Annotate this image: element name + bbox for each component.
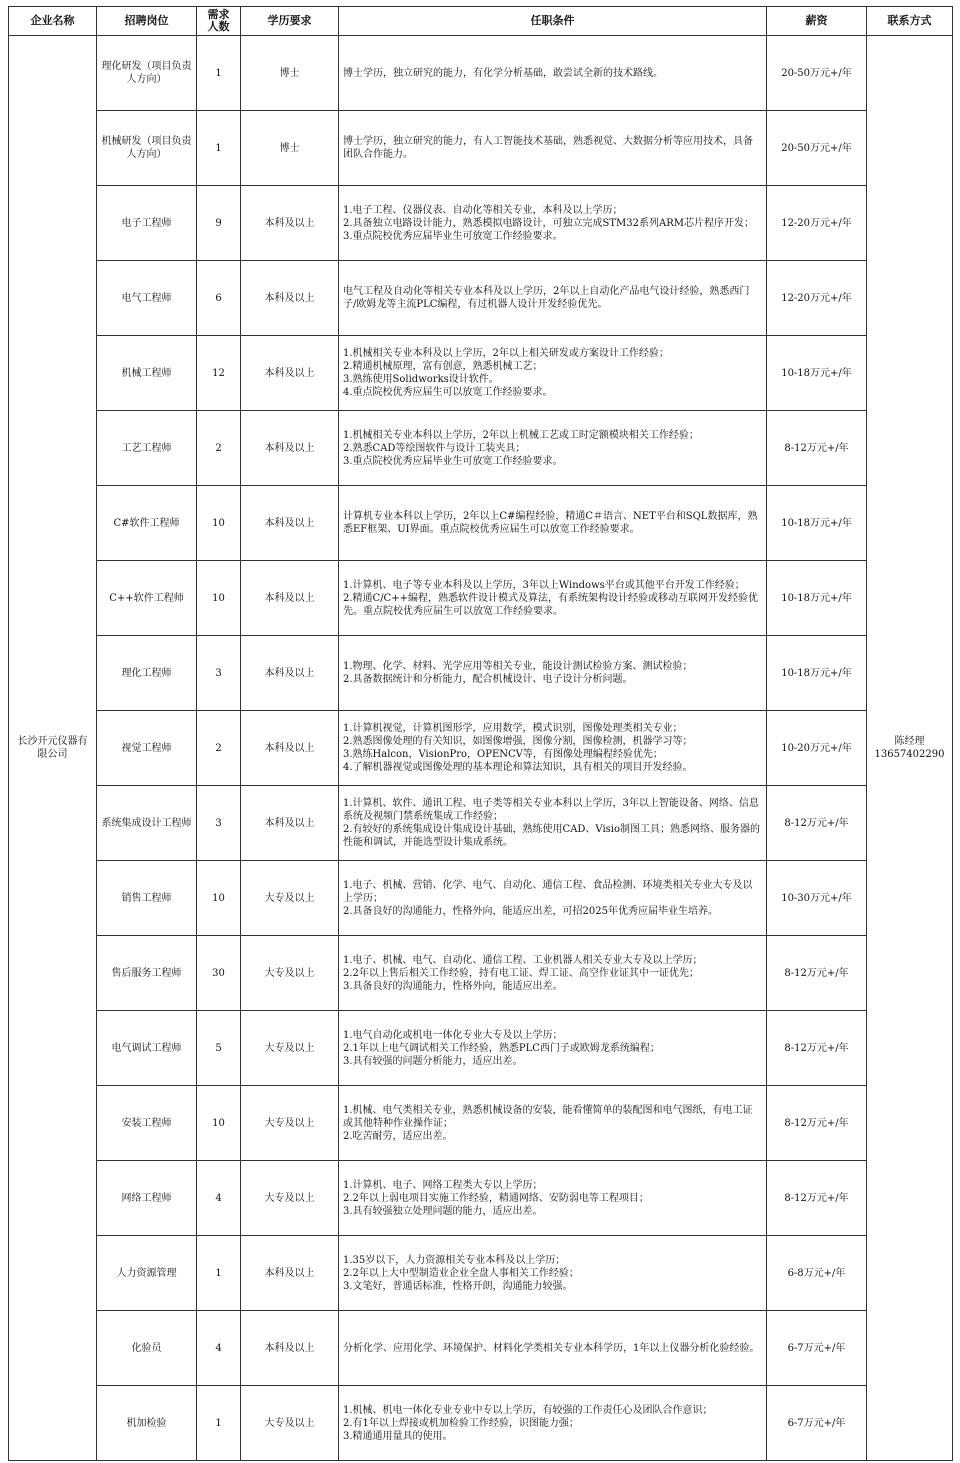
count-cell: 1 bbox=[197, 111, 241, 186]
salary-cell: 8-12万元+/年 bbox=[767, 1161, 867, 1236]
requirement-line: 4.了解机器视觉或图像处理的基本理论和算法知识，具有相关的项目开发经验。 bbox=[343, 762, 693, 773]
requirement-line: 2.吃苦耐劳，适应出差。 bbox=[343, 1130, 453, 1142]
salary-cell: 6-8万元+/年 bbox=[767, 1236, 867, 1311]
table-row bbox=[9, 486, 953, 561]
header-position: 招聘岗位 bbox=[97, 7, 197, 36]
table-row bbox=[9, 186, 953, 261]
education-cell: 本科及以上 bbox=[241, 411, 339, 486]
position-cell: 机械研发（项目负责人方向） bbox=[97, 111, 197, 186]
position-cell: 系统集成设计工程师 bbox=[97, 786, 197, 861]
education-cell: 本科及以上 bbox=[241, 336, 339, 411]
position-cell: 售后服务工程师 bbox=[97, 936, 197, 1011]
requirement-line: 3.具有较强的问题分析能力，适应出差。 bbox=[343, 1055, 523, 1067]
education-cell: 本科及以上 bbox=[241, 786, 339, 861]
requirement-line: 3.具备良好的沟通能力，性格外向，能适应出差。 bbox=[343, 980, 563, 992]
position-cell: 人力资源管理 bbox=[97, 1236, 197, 1311]
header-row bbox=[9, 7, 953, 36]
education-cell: 本科及以上 bbox=[241, 711, 339, 786]
requirement-line: 3.重点院校优秀应届毕业生可放宽工作经验要求。 bbox=[343, 230, 563, 242]
requirements-cell bbox=[339, 711, 767, 786]
requirement-line: 1.机械相关专业本科以上学历，2年以上机械工艺或工时定额模块相关工作经验； bbox=[343, 429, 699, 441]
salary-cell: 8-12万元+/年 bbox=[767, 786, 867, 861]
count-cell: 10 bbox=[197, 561, 241, 636]
education-cell: 本科及以上 bbox=[241, 1311, 339, 1386]
education-cell: 博士 bbox=[241, 111, 339, 186]
requirements-cell bbox=[339, 861, 767, 936]
salary-cell: 12-20万元+/年 bbox=[767, 261, 867, 336]
education-cell: 博士 bbox=[241, 36, 339, 111]
salary-cell: 20-50万元+/年 bbox=[767, 36, 867, 111]
requirement-line: 2.2年以上弱电项目实施工作经验，精通网络、安防弱电等工程项目； bbox=[343, 1192, 649, 1204]
count-cell: 5 bbox=[197, 1011, 241, 1086]
salary-cell: 10-18万元+/年 bbox=[767, 486, 867, 561]
requirement-line: 3.精通通用量具的使用。 bbox=[343, 1430, 453, 1442]
requirement-line: 1.机械相关专业本科及以上学历，2年以上相关研发或方案设计工作经验； bbox=[343, 348, 669, 359]
count-cell: 12 bbox=[197, 336, 241, 411]
requirement-line: 2.1年以上电气调试相关工作经验，熟悉PLC西门子或欧姆龙系统编程； bbox=[343, 1042, 660, 1054]
requirement-line: 2.具备独立电路设计能力，熟悉模拟电路设计，可独立完成STM32系列ARM芯片程序开发； bbox=[343, 217, 755, 229]
header-salary: 薪资 bbox=[767, 7, 867, 36]
table-row bbox=[9, 1086, 953, 1161]
table-row bbox=[9, 261, 953, 336]
education-cell: 本科及以上 bbox=[241, 186, 339, 261]
job-table bbox=[8, 6, 953, 1461]
requirement-line: 2.有较好的系统集成设计集成设计基础，熟练使用CAD、Visio制图工具；熟悉网络、服务器的性能和调试，并能选型设计集成系统。 bbox=[343, 824, 761, 848]
requirements-cell bbox=[339, 1086, 767, 1161]
salary-cell: 10-18万元+/年 bbox=[767, 336, 867, 411]
salary-cell: 10-18万元+/年 bbox=[767, 561, 867, 636]
table-row bbox=[9, 936, 953, 1011]
education-cell: 本科及以上 bbox=[241, 561, 339, 636]
requirement-line: 1.电子、机械、营销、化学、电气、自动化、通信工程、食品检测、环境类相关专业大专及以上学历； bbox=[343, 879, 753, 904]
requirements-cell bbox=[339, 261, 767, 336]
count-cell: 1 bbox=[197, 1386, 241, 1461]
salary-cell: 6-7万元+/年 bbox=[767, 1386, 867, 1461]
table-row bbox=[9, 36, 953, 111]
requirements-cell bbox=[339, 411, 767, 486]
requirement-line: 1.电子工程、仪器仪表、自动化等相关专业，本科及以上学历； bbox=[343, 204, 623, 216]
requirement-line: 1.计算机、电子等专业本科及以上学历，3年以上Windows平台或其他平台开发工作经验； bbox=[343, 579, 745, 591]
header-company: 企业名称 bbox=[9, 7, 97, 36]
requirement-line: 1.电气自动化或机电一体化专业大专及以上学历； bbox=[343, 1029, 563, 1041]
salary-cell: 8-12万元+/年 bbox=[767, 411, 867, 486]
count-cell: 4 bbox=[197, 1161, 241, 1236]
position-cell: 理化工程师 bbox=[97, 636, 197, 711]
count-cell: 4 bbox=[197, 1311, 241, 1386]
table-row bbox=[9, 1011, 953, 1086]
position-cell: 视觉工程师 bbox=[97, 711, 197, 786]
education-cell: 本科及以上 bbox=[241, 1236, 339, 1311]
salary-cell: 10-30万元+/年 bbox=[767, 861, 867, 936]
requirement-line: 1.电子、机械、电气、自动化、通信工程、工业机器人相关专业大专及以上学历； bbox=[343, 954, 703, 966]
table-row bbox=[9, 336, 953, 411]
position-cell: 机加检验 bbox=[97, 1386, 197, 1461]
requirement-line: 2.具备数据统计和分析能力，配合机械设计、电子设计分析问题。 bbox=[343, 674, 633, 685]
salary-cell: 10-18万元+/年 bbox=[767, 636, 867, 711]
requirements-cell bbox=[339, 1011, 767, 1086]
requirement-line: 3.具有较强独立处理问题的能力，适应出差。 bbox=[343, 1205, 543, 1217]
education-cell: 本科及以上 bbox=[241, 261, 339, 336]
requirements-cell bbox=[339, 486, 767, 561]
table-row bbox=[9, 1386, 953, 1461]
education-cell: 本科及以上 bbox=[241, 636, 339, 711]
count-cell: 10 bbox=[197, 861, 241, 936]
count-cell: 9 bbox=[197, 186, 241, 261]
education-cell: 大专及以上 bbox=[241, 936, 339, 1011]
requirement-line: 电气工程及自动化等相关专业本科及以上学历，2年以上自动化产品电气设计经验，熟悉西门子/欧姆龙等主流PLC编程，有过机器人设计开发经验优先。 bbox=[343, 286, 750, 310]
header-count-line2: 人数 bbox=[207, 20, 230, 33]
requirements-cell bbox=[339, 1236, 767, 1311]
requirement-line: 博士学历，独立研究的能力，有化学分析基础，敢尝试全新的技术路线。 bbox=[343, 67, 663, 79]
requirement-line: 1.计算机、软件、通讯工程、电子类等相关专业本科以上学历，3年以上智能设备、网络、信息系统及视频门禁系统集成工作经验； bbox=[343, 798, 759, 822]
position-cell: 网络工程师 bbox=[97, 1161, 197, 1236]
requirements-cell bbox=[339, 1161, 767, 1236]
education-cell: 大专及以上 bbox=[241, 1011, 339, 1086]
contact-name: 陈经理 bbox=[894, 736, 925, 747]
requirement-line: 博士学历，独立研究的能力，有人工智能技术基础，熟悉视觉、大数据分析等应用技术，具备团队合作能力。 bbox=[343, 136, 753, 160]
education-cell: 大专及以上 bbox=[241, 1161, 339, 1236]
salary-cell: 6-7万元+/年 bbox=[767, 1311, 867, 1386]
requirement-line: 2.有1年以上焊接或机加检验工作经验，识图能力强； bbox=[343, 1417, 579, 1429]
requirements-cell bbox=[339, 1386, 767, 1461]
requirement-line: 2.熟悉CAD等绘图软件与设计工装夹具； bbox=[343, 442, 526, 454]
table-row bbox=[9, 561, 953, 636]
company-name: 长沙开元仪器有限公司 bbox=[9, 36, 97, 1461]
position-cell: 机械工程师 bbox=[97, 336, 197, 411]
requirement-line: 3.重点院校优秀应届毕业生可放宽工作经验要求。 bbox=[343, 455, 563, 467]
education-cell: 大专及以上 bbox=[241, 1386, 339, 1461]
education-cell: 大专及以上 bbox=[241, 1086, 339, 1161]
requirement-line: 3.熟练Halcon，VisionPro，OPENCV等，有图像处理编程经验优先； bbox=[343, 749, 663, 760]
education-cell: 大专及以上 bbox=[241, 861, 339, 936]
requirement-line: 2.2年以上售后相关工作经验，持有电工证、焊工证、高空作业证其中一证优先； bbox=[343, 967, 699, 979]
requirement-line: 计算机专业本科以上学历，2年以上C#编程经验，精通C＃语言、NET平台和SQL数据库，熟悉EF框架、UI界面。重点院校优秀应届生可以放宽工作经验要求。 bbox=[343, 511, 758, 535]
table-row bbox=[9, 411, 953, 486]
position-cell: 电气工程师 bbox=[97, 261, 197, 336]
requirements-cell bbox=[339, 36, 767, 111]
requirements-cell bbox=[339, 786, 767, 861]
requirements-cell bbox=[339, 111, 767, 186]
count-cell: 10 bbox=[197, 486, 241, 561]
table-row bbox=[9, 861, 953, 936]
count-cell: 1 bbox=[197, 36, 241, 111]
salary-cell: 8-12万元+/年 bbox=[767, 936, 867, 1011]
count-cell: 3 bbox=[197, 636, 241, 711]
position-cell: 电子工程师 bbox=[97, 186, 197, 261]
table-row bbox=[9, 1311, 953, 1386]
salary-cell: 20-50万元+/年 bbox=[767, 111, 867, 186]
table-row bbox=[9, 1161, 953, 1236]
count-cell: 10 bbox=[197, 1086, 241, 1161]
requirement-line: 2.具备良好的沟通能力，性格外向，能适应出差，可招2025年优秀应届毕业生培养。 bbox=[343, 905, 718, 917]
requirement-line: 分析化学、应用化学、环境保护、材料化学类相关专业本科学历，1年以上仪器分析化验经验。 bbox=[343, 1342, 760, 1354]
salary-cell: 12-20万元+/年 bbox=[767, 186, 867, 261]
position-cell: 理化研发（项目负责人方向） bbox=[97, 36, 197, 111]
salary-cell: 8-12万元+/年 bbox=[767, 1086, 867, 1161]
requirement-line: 3.文笔好，普通话标准，性格开朗，沟通能力较强。 bbox=[343, 1280, 573, 1292]
salary-cell: 8-12万元+/年 bbox=[767, 1011, 867, 1086]
header-count-line1: 需求 bbox=[207, 8, 230, 21]
count-cell: 6 bbox=[197, 261, 241, 336]
header-requirements: 任职条件 bbox=[339, 7, 767, 36]
count-cell: 30 bbox=[197, 936, 241, 1011]
position-cell: 工艺工程师 bbox=[97, 411, 197, 486]
header-count bbox=[197, 7, 241, 36]
position-cell: 化验员 bbox=[97, 1311, 197, 1386]
position-cell: C++软件工程师 bbox=[97, 561, 197, 636]
count-cell: 3 bbox=[197, 786, 241, 861]
position-cell: 电气调试工程师 bbox=[97, 1011, 197, 1086]
requirement-line: 2.精通机械原理，富有创意，熟悉机械工艺； bbox=[343, 361, 543, 372]
requirement-line: 1.物理、化学、材料、光学应用等相关专业，能设计测试检验方案、测试检验； bbox=[343, 661, 693, 672]
count-cell: 2 bbox=[197, 411, 241, 486]
requirements-cell bbox=[339, 336, 767, 411]
table-row bbox=[9, 636, 953, 711]
header-education: 学历要求 bbox=[241, 7, 339, 36]
position-cell: 销售工程师 bbox=[97, 861, 197, 936]
requirement-line: 1.机械、电气类相关专业，熟悉机械设备的安装，能看懂简单的装配图和电气图纸，有电工证或其他特种作业操作证； bbox=[343, 1104, 753, 1129]
position-cell: 安装工程师 bbox=[97, 1086, 197, 1161]
table-row bbox=[9, 711, 953, 786]
requirements-cell bbox=[339, 561, 767, 636]
requirement-line: 2.熟悉图像处理的有关知识，如图像增强，图像分割，图像检测，机器学习等； bbox=[343, 736, 693, 747]
header-contact: 联系方式 bbox=[867, 7, 953, 36]
education-cell: 本科及以上 bbox=[241, 486, 339, 561]
table-row bbox=[9, 1236, 953, 1311]
requirement-line: 1.计算机、电子、网络工程类大专以上学历； bbox=[343, 1179, 543, 1191]
count-cell: 2 bbox=[197, 711, 241, 786]
requirements-cell bbox=[339, 636, 767, 711]
requirement-line: 1.35岁以下，人力资源相关专业本科及以上学历； bbox=[343, 1254, 566, 1266]
requirement-line: 1.计算机视觉，计算机图形学，应用数学，模式识别，图像处理类相关专业； bbox=[343, 723, 683, 734]
position-cell: C#软件工程师 bbox=[97, 486, 197, 561]
requirements-cell bbox=[339, 186, 767, 261]
requirement-line: 1.机械、机电一体化专业专业中专以上学历，有较强的工作责任心及团队合作意识； bbox=[343, 1404, 713, 1416]
table-row bbox=[9, 111, 953, 186]
contact-phone: 13657402290 bbox=[874, 749, 945, 760]
requirement-line: 3.熟练使用Solidworks设计软件。 bbox=[343, 374, 499, 385]
requirements-cell bbox=[339, 936, 767, 1011]
requirement-line: 2.精通C/C++编程，熟悉软件设计模式及算法，有系统架构设计经验或移动互联网开发经验优先。重点院校优秀应届生可以放宽工作经验要求。 bbox=[343, 592, 758, 617]
table-body bbox=[9, 36, 953, 1461]
requirement-line: 4.重点院校优秀应届生可以放宽工作经验要求。 bbox=[343, 387, 553, 398]
salary-cell: 10-20万元+/年 bbox=[767, 711, 867, 786]
table-row bbox=[9, 786, 953, 861]
requirement-line: 2.2年以上大中型制造业企业全盘人事相关工作经验； bbox=[343, 1267, 579, 1279]
count-cell: 1 bbox=[197, 1236, 241, 1311]
contact-cell bbox=[867, 36, 953, 1461]
requirements-cell bbox=[339, 1311, 767, 1386]
